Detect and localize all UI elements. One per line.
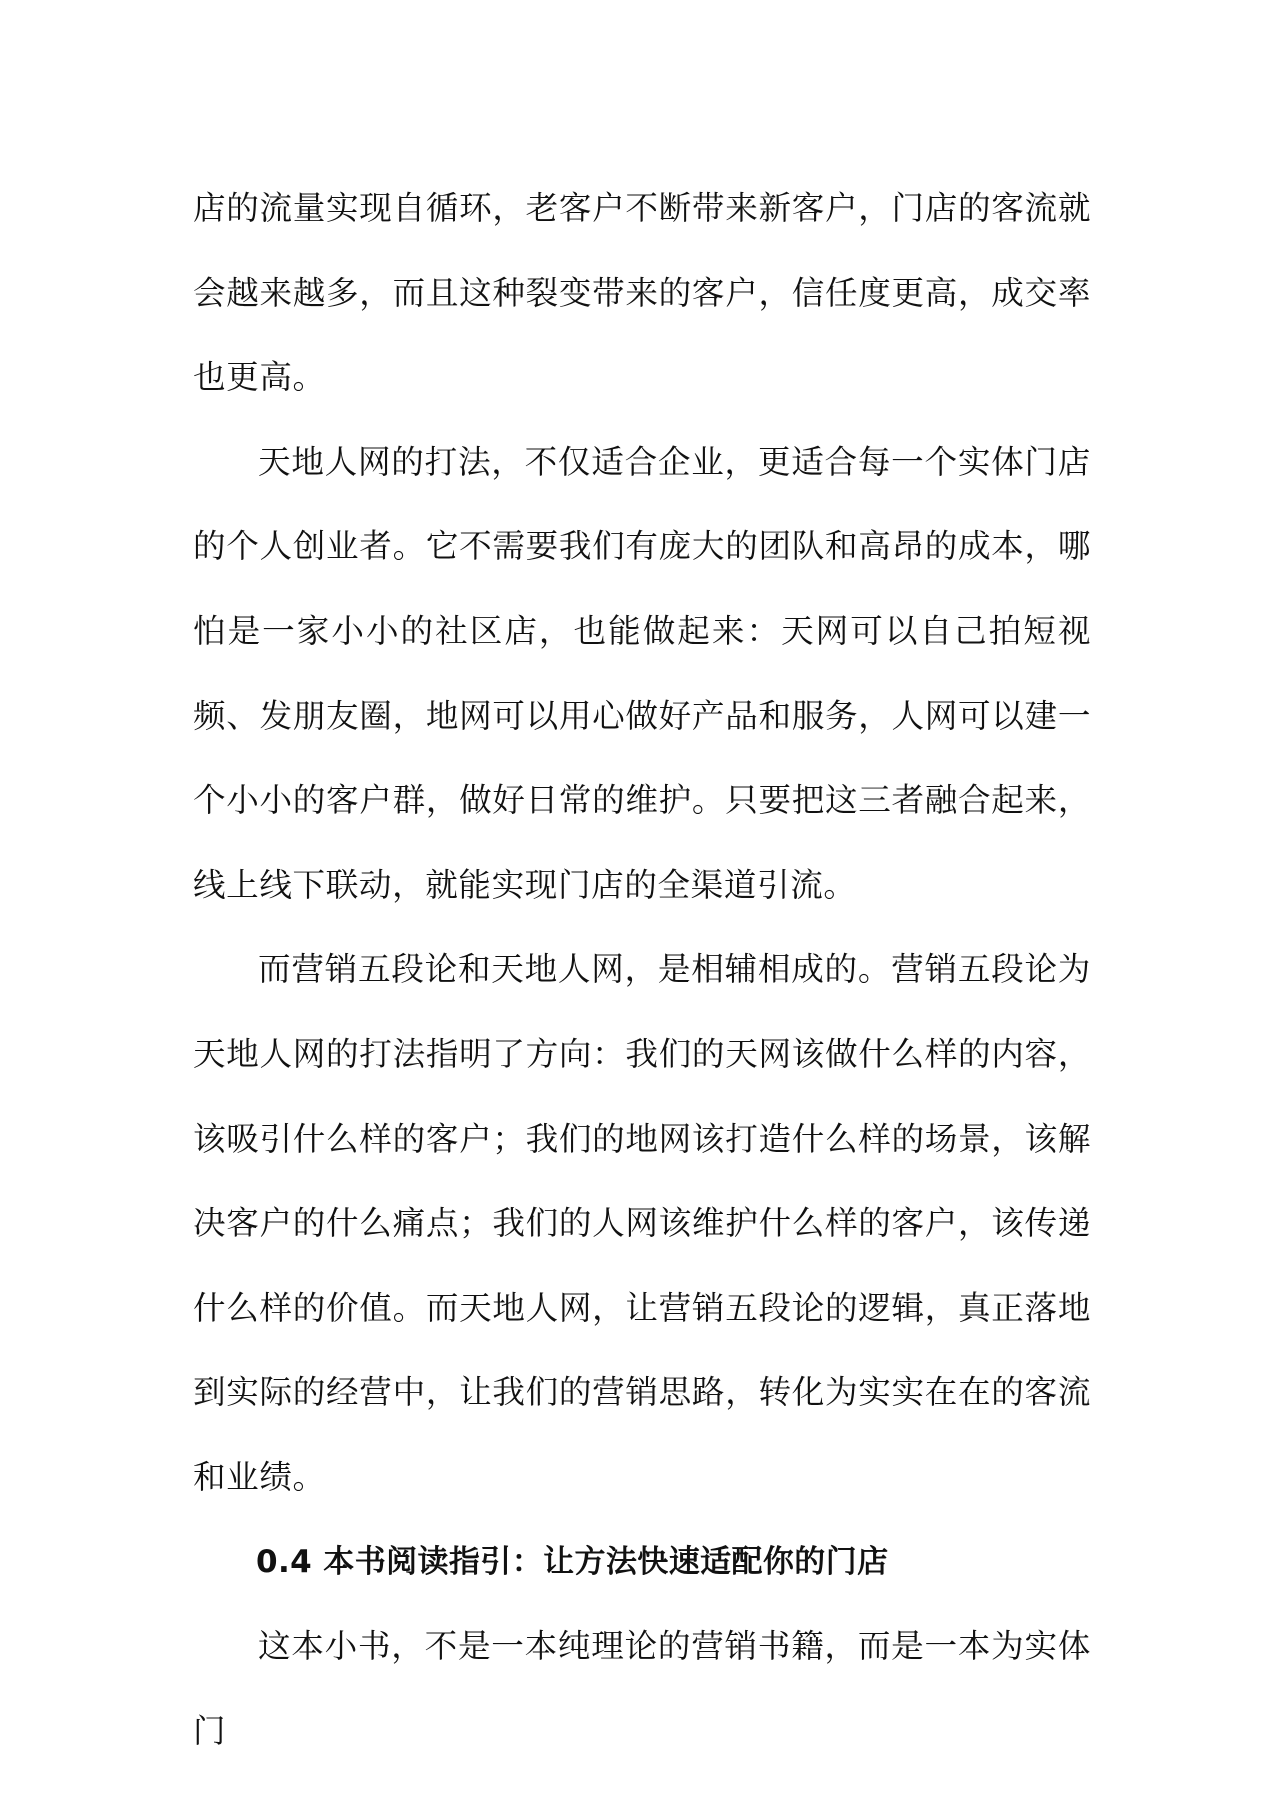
paragraph-book-intro: 这本小书，不是一本纯理论的营销书籍，而是一本为实体门 <box>193 1627 1091 1750</box>
paragraph-continuation: 店的流量实现自循环，老客户不断带来新客户，门店的客流就会越来越多，而且这种裂变带来的客户，信任度更高，成交率也更高。 <box>193 189 1091 397</box>
paragraph-tiandi-renwang: 天地人网的打法，不仅适合企业，更适合每一个实体门店的个人创业者。它不需要我们有庞大的团队和高昂的成本，哪怕是一家小小的社区店，也能做起来：天网可以自己拍短视频、发朋友圈，地网可以用心做好产品和服务，人网可以建一个小小的客户群，做好日常的维护。只要把这三者融合起来，线上线下联动，就能实现门店的全渠道引流。 <box>193 442 1091 904</box>
paragraph-marketing-five-stages: 而营销五段论和天地人网，是相辅相成的。营销五段论为天地人网的打法指明了方向：我们的天网该做什么样的内容，该吸引什么样的客户；我们的地网该打造什么样的场景，该解决客户的什么痛点；我们的人网该维护什么样的客户，该传递什么样的价值。而天地人网，让营销五段论的逻辑，真正落地到实际的经营中，让我们的营销思路，转化为实实在在的客流和业绩。 <box>193 950 1091 1496</box>
section-heading: 0.4 本书阅读指引：让方法快速适配你的门店 <box>256 1543 889 1580</box>
document-body <box>193 166 1091 1773</box>
